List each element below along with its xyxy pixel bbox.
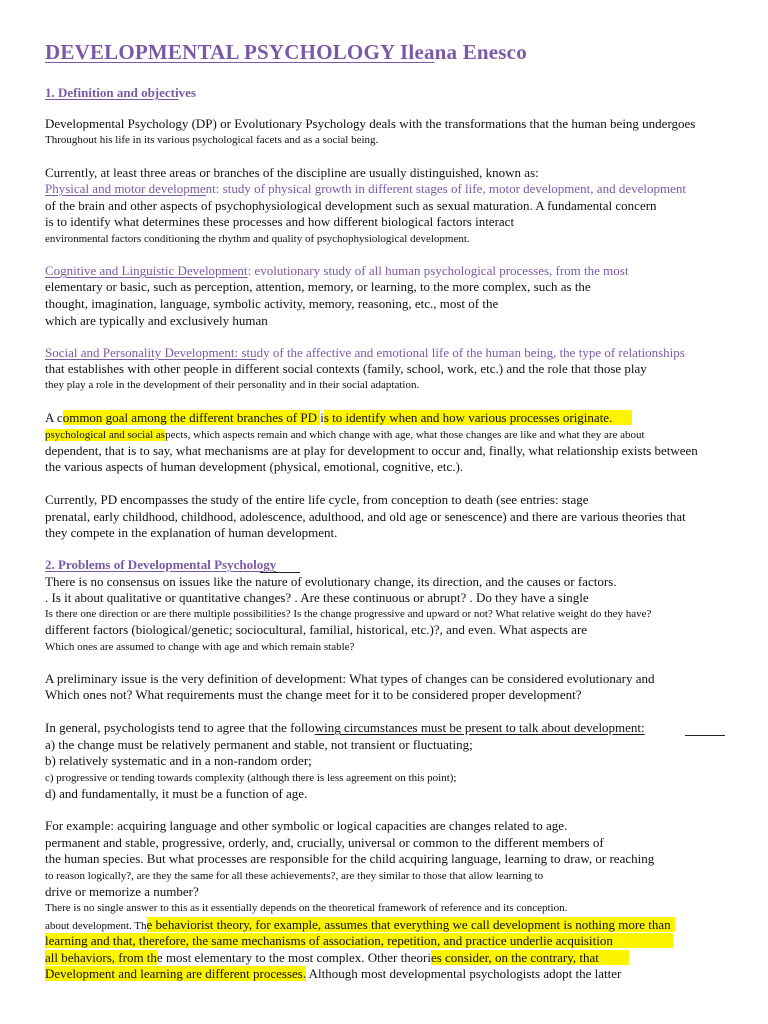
paragraph-line: Which ones not? What requirements must the change meet for it to be considered proper development? (45, 687, 582, 702)
paragraph-line: thought, imagination, language, symbolic activity, memory, reasoning, etc., most of the (45, 296, 499, 311)
physical-development-heading: Physical and motor development: study of physical growth in different stages of life, motor development, and development (45, 181, 686, 196)
highlight: e behaviorist theory, for example, assumes that everything we call development is nothing more than (147, 917, 675, 932)
paragraph-line: environmental factors conditioning the rhythm and quality of psychophysiological development. (45, 233, 470, 245)
condition-item: d) and fundamentally, it must be a function of age. (45, 786, 308, 801)
paragraph-line: Developmental Psychology (DP) or Evolutionary Psychology deals with the transformations that the human being undergoes (45, 116, 696, 131)
general-agreement-line: In general, psychologists tend to agree that the following circumstances must be present to talk about development: (45, 720, 645, 735)
cognitive-development-heading: Cognitive and Linguistic Development: evolutionary study of all human psychological processes, from the most (45, 263, 629, 278)
paragraph-line: permanent and stable, progressive, orderly, and, crucially, universal or common to the different members of (45, 835, 604, 850)
paragraph-line: they compete in the explanation of human development. (45, 525, 338, 540)
paragraph-line: There is no single answer to this as it essentially depends on the theoretical framework of reference and its conception. (45, 902, 568, 914)
highlight: es consider, on the contrary, that (431, 950, 629, 965)
paragraph-line: psychological and social aspects, which aspects remain and which change with age, what those changes are like and what they are about (45, 429, 645, 441)
paragraph-line: . Is it about qualitative or quantitative changes? . Are these continuous or abrupt? . Do they have a single (45, 590, 589, 605)
paragraph-line: to reason logically?, are they the same for all these achievements?, are they similar to those that allow learning to (45, 870, 544, 882)
paragraph-line: they play a role in the development of their personality and in their social adaptation. (45, 379, 420, 391)
paragraph-line: that establishes with other people in different social contexts (family, school, work, etc.) and the role that those play (45, 361, 647, 376)
document-title-rest: na Enesco (434, 40, 527, 64)
behaviorist-line: about development. The behaviorist theory, for example, assumes that everything we call development is nothing more than (45, 917, 675, 934)
behaviorist-line (45, 933, 673, 949)
paragraph-line: Currently, PD encompasses the study of the entire life cycle, from conception to death (see entries: stage (45, 492, 589, 507)
highlight: s to identify when and how various processes originate. (323, 410, 613, 425)
document-title-underlined: DEVELOPMENTAL PSYCHOLOGY Ilea (45, 40, 435, 64)
paragraph-line: the various aspects of human development (physical, emotional, cognitive, etc.). (45, 459, 464, 474)
paragraph-line: the human species. But what processes are responsible for the child acquiring language, learning to draw, or reaching (45, 851, 655, 866)
paragraph-line: A preliminary issue is the very definition of development: What types of changes can be considered evolutionary and (45, 671, 655, 686)
line-underline (685, 735, 725, 736)
condition-item: b) relatively systematic and in a non-random order; (45, 753, 312, 768)
heading-underline (260, 572, 300, 573)
highlight: psychological and social as (45, 429, 166, 441)
paragraph-line: Throughout his life in its various psychological facets and as a social being. (45, 134, 379, 146)
condition-item: a) the change must be relatively permanent and stable, not transient or fluctuating; (45, 737, 473, 752)
paragraph-line: elementary or basic, such as perception, attention, memory, or learning, to the more complex, such as the (45, 279, 591, 294)
document-title (45, 40, 527, 64)
paragraph-line: drive or memorize a number? (45, 884, 199, 899)
paragraph-line: which are typically and exclusively human (45, 313, 268, 328)
paragraph-line: different factors (biological/genetic; sociocultural, familial, historical, etc.)?, and even. What aspects are (45, 622, 588, 637)
highlight: ommon goal among the different branches of PD (62, 410, 321, 425)
paragraph-line: prenatal, early childhood, childhood, adolescence, adulthood, and old age or senescence) and there are various theories that (45, 509, 686, 524)
paragraph-line: of the brain and other aspects of psychophysiological development such as sexual maturation. A fundamental concern (45, 198, 657, 213)
common-goal-line: A common goal among the different branches of PD is to identify when and how various processes originate. (45, 410, 632, 426)
condition-item: c) progressive or tending towards complexity (although there is less agreement on this point); (45, 772, 457, 784)
paragraph-line: Is there one direction or are there multiple possibilities? Is the change progressive and upward or not? What relative weight do they have? (45, 608, 652, 620)
paragraph-line: There is no consensus on issues like the nature of evolutionary change, its direction, and the causes or factors. (45, 574, 617, 589)
behaviorist-line: all behaviors, from the most elementary to the most complex. Other theories consider, on the contrary, that (45, 950, 629, 966)
paragraph-line: dependent, that is to say, what mechanisms are at play for development to occur and, finally, what relationship exists between (45, 443, 698, 458)
section-1-heading: 1. Definition and objectives (45, 85, 196, 100)
social-development-heading: Social and Personality Development: study of the affective and emotional life of the human being, the type of relationships (45, 345, 685, 360)
paragraph-line: Currently, at least three areas or branches of the discipline are usually distinguished, known as: (45, 165, 539, 180)
behaviorist-line: Development and learning are different processes. Although most developmental psychologists adopt the latter (45, 966, 622, 981)
paragraph-line: For example: acquiring language and other symbolic or logical capacities are changes related to age. (45, 818, 568, 833)
section-2-heading: 2. Problems of Developmental Psychology (45, 557, 277, 572)
highlight: Development and learning are different processes. (45, 966, 307, 981)
paragraph-line: Which ones are assumed to change with age and which remain stable? (45, 641, 355, 653)
highlight: learning and that, therefore, the same mechanisms of association, repetition, and practice underlie acquisition (45, 933, 673, 948)
paragraph-line: is to identify what determines these processes and how different biological factors interact (45, 214, 515, 229)
highlight: all behaviors, from th (45, 950, 157, 965)
